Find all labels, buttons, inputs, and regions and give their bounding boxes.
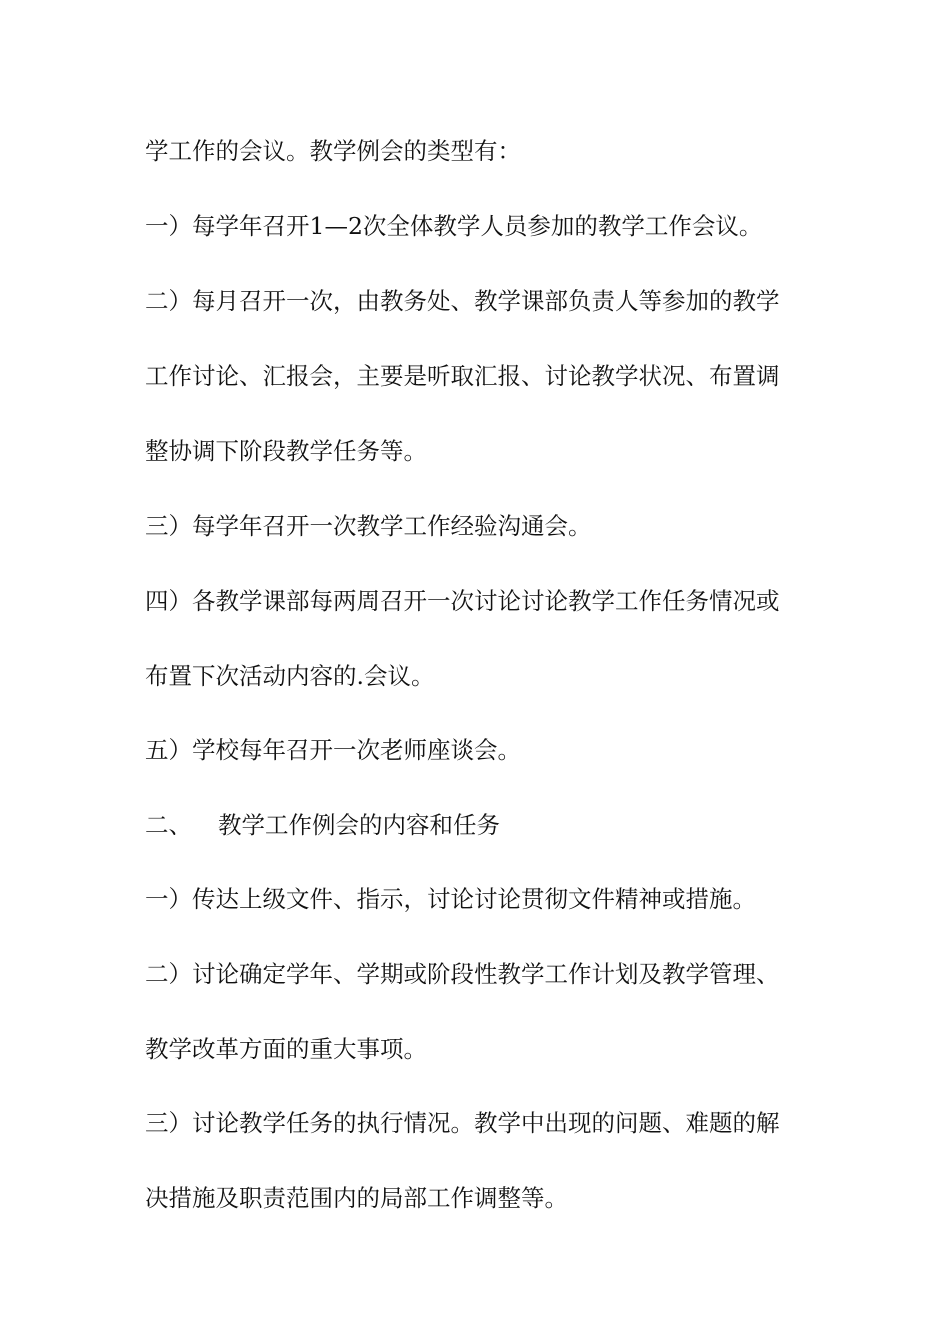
list-item-monthly-meeting: 二）每月召开一次，由教务处、教学课部负责人等参加的教学 [145, 287, 780, 315]
list-item-annual-meeting: 一）每学年召开1—2次全体教学人员参加的教学工作会议。 [145, 212, 763, 240]
list-item-determine-plans: 二）讨论确定学年、学期或阶段性教学工作计划及教学管理、 [145, 960, 780, 988]
list-item-task-execution: 三）讨论教学任务的执行情况。教学中出现的问题、难题的解 [145, 1109, 780, 1137]
paragraph-line: 学工作的会议。教学例会的类型有： [145, 137, 521, 165]
section-title: 教学工作例会的内容和任务 [218, 811, 500, 839]
list-item-biweekly-meeting: 四）各教学课部每两周召开一次讨论讨论教学工作任务情况或 [145, 587, 780, 615]
paragraph-line: 整协调下阶段教学任务等。 [145, 437, 427, 465]
paragraph-line: 工作讨论、汇报会，主要是听取汇报、讨论教学状况、布置调 [145, 362, 780, 390]
list-item-convey-documents: 一）传达上级文件、指示，讨论讨论贯彻文件精神或措施。 [145, 885, 756, 913]
list-item-experience-meeting: 三）每学年召开一次教学工作经验沟通会。 [145, 512, 592, 540]
paragraph-line: 决措施及职责范围内的局部工作调整等。 [145, 1184, 568, 1212]
paragraph-line: 教学改革方面的重大事项。 [145, 1035, 427, 1063]
list-item-teacher-forum: 五）学校每年召开一次老师座谈会。 [145, 736, 521, 764]
section-number: 二、 [145, 811, 192, 839]
section-heading [145, 810, 825, 840]
paragraph-line: 布置下次活动内容的.会议。 [145, 662, 435, 690]
